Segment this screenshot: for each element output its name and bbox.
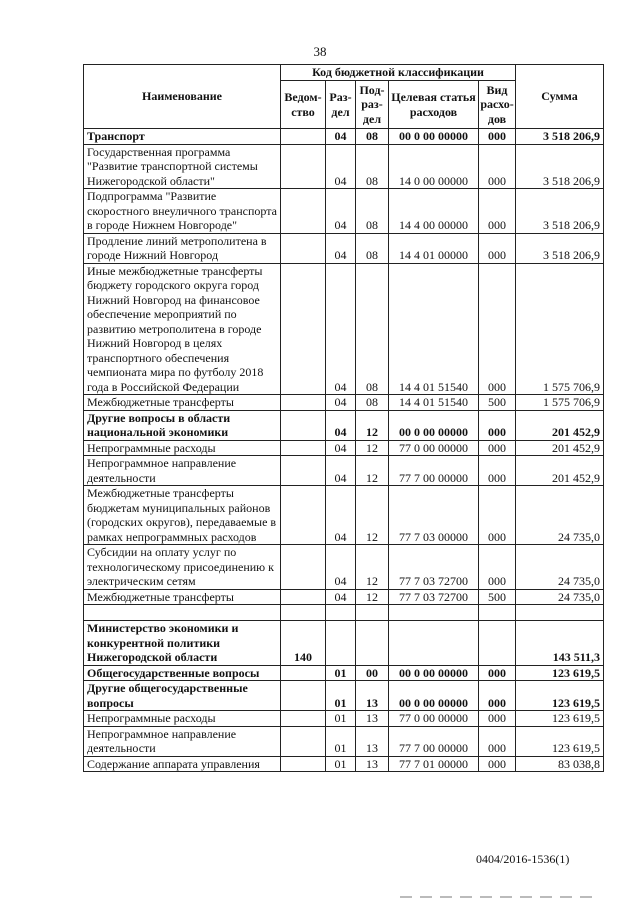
cell-vedomstvo <box>281 263 326 395</box>
cell-celevaya-statya: 77 0 00 00000 <box>389 440 479 456</box>
cell-sum: 24 735,0 <box>516 486 604 545</box>
scan-artifact <box>400 896 600 898</box>
cell-sum <box>516 605 604 621</box>
table-row <box>84 681 604 711</box>
cell-name: Иные межбюджетные трансферты бюджету городского округа город Нижний Новгород на финансовое обеспечение мероприятий по развитию метрополитена в городе Нижний Новгород в целях транспортного обеспечения чемпионата мира по футболу 2018 года в Российской Федерации <box>84 263 281 395</box>
cell-name: Непрограммное направление деятельности <box>84 456 281 486</box>
table-row <box>84 605 604 621</box>
cell-vedomstvo <box>281 665 326 681</box>
cell-celevaya-statya: 14 4 01 51540 <box>389 263 479 395</box>
cell-vedomstvo <box>281 605 326 621</box>
cell-celevaya-statya: 00 0 00 00000 <box>389 129 479 145</box>
cell-vedomstvo <box>281 144 326 189</box>
table-row <box>84 263 604 395</box>
table-body <box>84 129 604 772</box>
table-row <box>84 545 604 590</box>
cell-vid-rashodov: 000 <box>479 410 516 440</box>
cell-name: Транспорт <box>84 129 281 145</box>
cell-podrazdel: 08 <box>356 144 389 189</box>
cell-podrazdel: 12 <box>356 440 389 456</box>
cell-podrazdel: 13 <box>356 681 389 711</box>
cell-podrazdel <box>356 605 389 621</box>
cell-name: Непрограммное направление деятельности <box>84 726 281 756</box>
table-row <box>84 756 604 772</box>
cell-vedomstvo <box>281 681 326 711</box>
cell-vid-rashodov: 000 <box>479 129 516 145</box>
cell-vedomstvo <box>281 129 326 145</box>
cell-podrazdel: 13 <box>356 756 389 772</box>
cell-razdel: 04 <box>326 263 356 395</box>
cell-name: Другие общегосударственные вопросы <box>84 681 281 711</box>
cell-razdel: 04 <box>326 395 356 411</box>
cell-vedomstvo <box>281 711 326 727</box>
cell-razdel: 04 <box>326 456 356 486</box>
cell-celevaya-statya: 00 0 00 00000 <box>389 681 479 711</box>
header-name: Наименование <box>84 65 281 129</box>
table-row <box>84 233 604 263</box>
table-row <box>84 711 604 727</box>
cell-celevaya-statya <box>389 605 479 621</box>
cell-razdel: 04 <box>326 589 356 605</box>
cell-sum: 123 619,5 <box>516 726 604 756</box>
header-razdel: Раз-дел <box>326 81 356 129</box>
cell-sum: 83 038,8 <box>516 756 604 772</box>
cell-razdel: 01 <box>326 681 356 711</box>
cell-vid-rashodov: 000 <box>479 144 516 189</box>
budget-table <box>83 64 604 772</box>
cell-name: Межбюджетные трансферты бюджетам муниципальных районов (городских округов), передаваемые в рамках непрограммных расходов <box>84 486 281 545</box>
cell-razdel: 04 <box>326 486 356 545</box>
cell-podrazdel: 12 <box>356 410 389 440</box>
cell-celevaya-statya: 77 7 03 72700 <box>389 545 479 590</box>
cell-name: Межбюджетные трансферты <box>84 589 281 605</box>
cell-vid-rashodov: 000 <box>479 189 516 234</box>
cell-sum: 1 575 706,9 <box>516 395 604 411</box>
cell-celevaya-statya: 77 7 00 00000 <box>389 726 479 756</box>
table-row <box>84 486 604 545</box>
cell-sum: 123 619,5 <box>516 665 604 681</box>
cell-sum: 24 735,0 <box>516 545 604 590</box>
table-row <box>84 440 604 456</box>
cell-name: Межбюджетные трансферты <box>84 395 281 411</box>
cell-name: Непрограммные расходы <box>84 440 281 456</box>
cell-name: Государственная программа "Развитие транспортной системы Нижегородской области" <box>84 144 281 189</box>
header-kbk: Код бюджетной классификации <box>281 65 516 81</box>
cell-name: Непрограммные расходы <box>84 711 281 727</box>
table-header <box>84 65 604 129</box>
cell-vedomstvo <box>281 486 326 545</box>
table-row <box>84 189 604 234</box>
cell-vid-rashodov <box>479 621 516 666</box>
cell-sum: 3 518 206,9 <box>516 144 604 189</box>
cell-vid-rashodov <box>479 605 516 621</box>
cell-vedomstvo <box>281 189 326 234</box>
header-vid-rashodov: Вид расхо-дов <box>479 81 516 129</box>
cell-podrazdel: 13 <box>356 726 389 756</box>
cell-razdel: 04 <box>326 144 356 189</box>
cell-podrazdel: 08 <box>356 395 389 411</box>
cell-vid-rashodov: 000 <box>479 233 516 263</box>
cell-vid-rashodov: 500 <box>479 395 516 411</box>
cell-podrazdel: 12 <box>356 545 389 590</box>
cell-name: Субсидии на оплату услуг по технологическому присоединению к электрическим сетям <box>84 545 281 590</box>
cell-vid-rashodov: 000 <box>479 456 516 486</box>
cell-razdel: 04 <box>326 129 356 145</box>
header-podrazdel: Под-раз-дел <box>356 81 389 129</box>
cell-sum: 1 575 706,9 <box>516 263 604 395</box>
cell-vedomstvo <box>281 395 326 411</box>
cell-sum: 201 452,9 <box>516 456 604 486</box>
cell-celevaya-statya: 77 7 03 72700 <box>389 589 479 605</box>
cell-vid-rashodov: 000 <box>479 726 516 756</box>
cell-razdel: 04 <box>326 189 356 234</box>
cell-name: Продление линий метрополитена в городе Нижний Новгород <box>84 233 281 263</box>
cell-celevaya-statya: 14 4 01 51540 <box>389 395 479 411</box>
cell-razdel: 04 <box>326 545 356 590</box>
cell-name: Другие вопросы в области национальной экономики <box>84 410 281 440</box>
cell-celevaya-statya: 77 7 00 00000 <box>389 456 479 486</box>
cell-podrazdel <box>356 621 389 666</box>
table-row <box>84 410 604 440</box>
cell-podrazdel: 08 <box>356 129 389 145</box>
cell-sum: 3 518 206,9 <box>516 129 604 145</box>
table-row <box>84 395 604 411</box>
cell-razdel <box>326 605 356 621</box>
cell-vedomstvo <box>281 456 326 486</box>
cell-vid-rashodov: 000 <box>479 545 516 590</box>
cell-vid-rashodov: 000 <box>479 756 516 772</box>
header-vedomstvo: Ведом-ство <box>281 81 326 129</box>
cell-celevaya-statya <box>389 621 479 666</box>
cell-razdel: 01 <box>326 711 356 727</box>
cell-vid-rashodov: 000 <box>479 711 516 727</box>
cell-razdel: 04 <box>326 233 356 263</box>
cell-celevaya-statya: 00 0 00 00000 <box>389 665 479 681</box>
cell-sum: 123 619,5 <box>516 681 604 711</box>
cell-podrazdel: 12 <box>356 456 389 486</box>
cell-celevaya-statya: 14 0 00 00000 <box>389 144 479 189</box>
cell-sum: 143 511,3 <box>516 621 604 666</box>
page-number: 38 <box>313 44 327 59</box>
cell-podrazdel: 00 <box>356 665 389 681</box>
cell-celevaya-statya: 00 0 00 00000 <box>389 410 479 440</box>
table-row <box>84 665 604 681</box>
header-sum: Сумма <box>516 65 604 129</box>
cell-podrazdel: 12 <box>356 589 389 605</box>
cell-vedomstvo: 140 <box>281 621 326 666</box>
cell-podrazdel: 13 <box>356 711 389 727</box>
cell-name: Министерство экономики и конкурентной политики Нижегородской области <box>84 621 281 666</box>
table-row <box>84 144 604 189</box>
cell-name <box>84 605 281 621</box>
cell-vid-rashodov: 500 <box>479 589 516 605</box>
cell-sum: 201 452,9 <box>516 410 604 440</box>
cell-sum: 3 518 206,9 <box>516 233 604 263</box>
cell-celevaya-statya: 77 7 03 00000 <box>389 486 479 545</box>
document-code: 0404/2016-1536(1) <box>476 852 570 866</box>
cell-vid-rashodov: 000 <box>479 263 516 395</box>
cell-name: Содержание аппарата управления <box>84 756 281 772</box>
cell-sum: 201 452,9 <box>516 440 604 456</box>
cell-vid-rashodov: 000 <box>479 486 516 545</box>
cell-vedomstvo <box>281 545 326 590</box>
cell-razdel: 01 <box>326 726 356 756</box>
cell-celevaya-statya: 77 0 00 00000 <box>389 711 479 727</box>
cell-podrazdel: 08 <box>356 263 389 395</box>
cell-razdel: 01 <box>326 756 356 772</box>
cell-vedomstvo <box>281 589 326 605</box>
table-row <box>84 726 604 756</box>
table-row <box>84 621 604 666</box>
table-row <box>84 456 604 486</box>
cell-sum: 24 735,0 <box>516 589 604 605</box>
table-row <box>84 129 604 145</box>
cell-sum: 123 619,5 <box>516 711 604 727</box>
cell-razdel: 04 <box>326 410 356 440</box>
cell-razdel <box>326 621 356 666</box>
cell-celevaya-statya: 14 4 00 00000 <box>389 189 479 234</box>
cell-podrazdel: 12 <box>356 486 389 545</box>
cell-podrazdel: 08 <box>356 189 389 234</box>
cell-name: Общегосударственные вопросы <box>84 665 281 681</box>
cell-vedomstvo <box>281 233 326 263</box>
cell-name: Подпрограмма "Развитие скоростного внеуличного транспорта в городе Нижнем Новгороде" <box>84 189 281 234</box>
cell-razdel: 04 <box>326 440 356 456</box>
header-celevaya-statya: Целевая статья расходов <box>389 81 479 129</box>
cell-vedomstvo <box>281 440 326 456</box>
cell-vid-rashodov: 000 <box>479 440 516 456</box>
cell-sum: 3 518 206,9 <box>516 189 604 234</box>
table-row <box>84 589 604 605</box>
cell-vedomstvo <box>281 726 326 756</box>
cell-celevaya-statya: 14 4 01 00000 <box>389 233 479 263</box>
cell-vedomstvo <box>281 410 326 440</box>
cell-celevaya-statya: 77 7 01 00000 <box>389 756 479 772</box>
cell-podrazdel: 08 <box>356 233 389 263</box>
cell-vedomstvo <box>281 756 326 772</box>
cell-razdel: 01 <box>326 665 356 681</box>
cell-vid-rashodov: 000 <box>479 665 516 681</box>
cell-vid-rashodov: 000 <box>479 681 516 711</box>
